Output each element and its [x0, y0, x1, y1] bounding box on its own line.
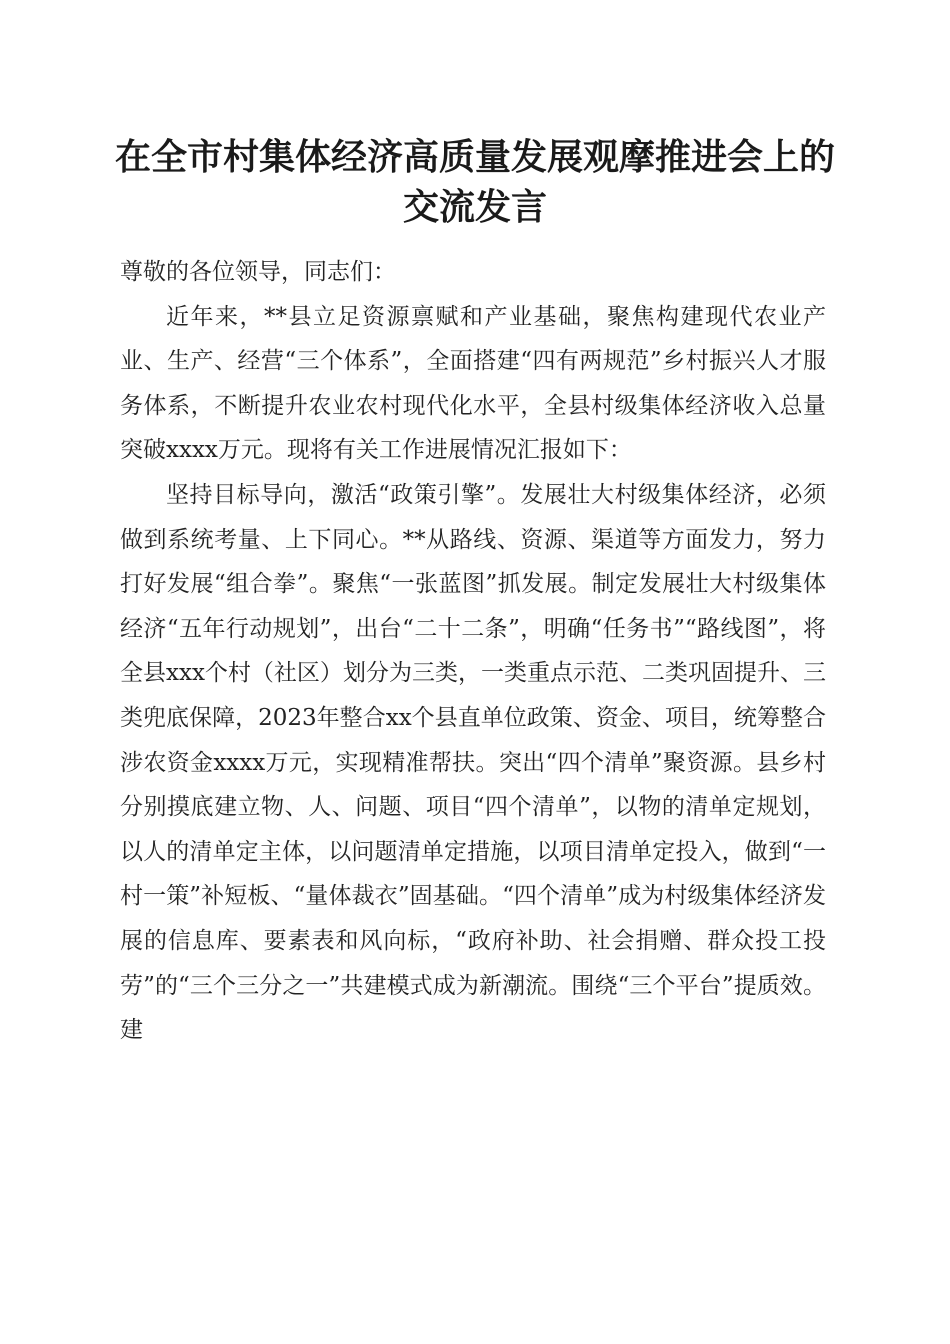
document-title: 在全市村集体经济高质量发展观摩推进会上的交流发言 [114, 136, 835, 228]
paragraph-intro: 近年来，**县立足资源禀赋和产业基础，聚焦构建现代农业产业、生产、经营“三个体系”，全面搭建“四有两规范”乡村振兴人才服务体系，不断提升农业农村现代化水平，全县村级集体经济收入总量突破xxxx万元。现将有关工作进展情况汇报如下： [120, 303, 826, 464]
paragraph-policy-engine: 坚持目标导向，激活“政策引擎”。发展壮大村级集体经济，必须做到系统考量、上下同心。**从路线、资源、渠道等方面发力，努力打好发展“组合拳”。聚焦“一张蓝图”抓发展。制定发展壮大村级集体经济“五年行动规划”，出台“二十二条”，明确“任务书”“路线图”，将全县xxx个村（社区）划分为三类，一类重点示范、二类巩固提升、三类兜底保障，2023年整合xx个县直单位政策、资金、项目，统筹整合涉农资金xxxx万元，实现精准帮扶。突出“四个清单”聚资源。县乡村分别摸底建立物、人、问题、项目“四个清单”，以物的清单定规划，以人的清单定主体，以问题清单定措施，以项目清单定投入，做到“一村一策”补短板、“量体裁衣”固基础。“四个清单”成为村级集体经济发展的信息库、要素表和风向标，“政府补助、社会捐赠、群众投工投劳”的“三个三分之一”共建模式成为新潮流。围绕“三个平台”提质效。建 [120, 481, 826, 1044]
salutation: 尊敬的各位领导，同志们： [120, 259, 396, 285]
document-body [120, 250, 826, 1053]
